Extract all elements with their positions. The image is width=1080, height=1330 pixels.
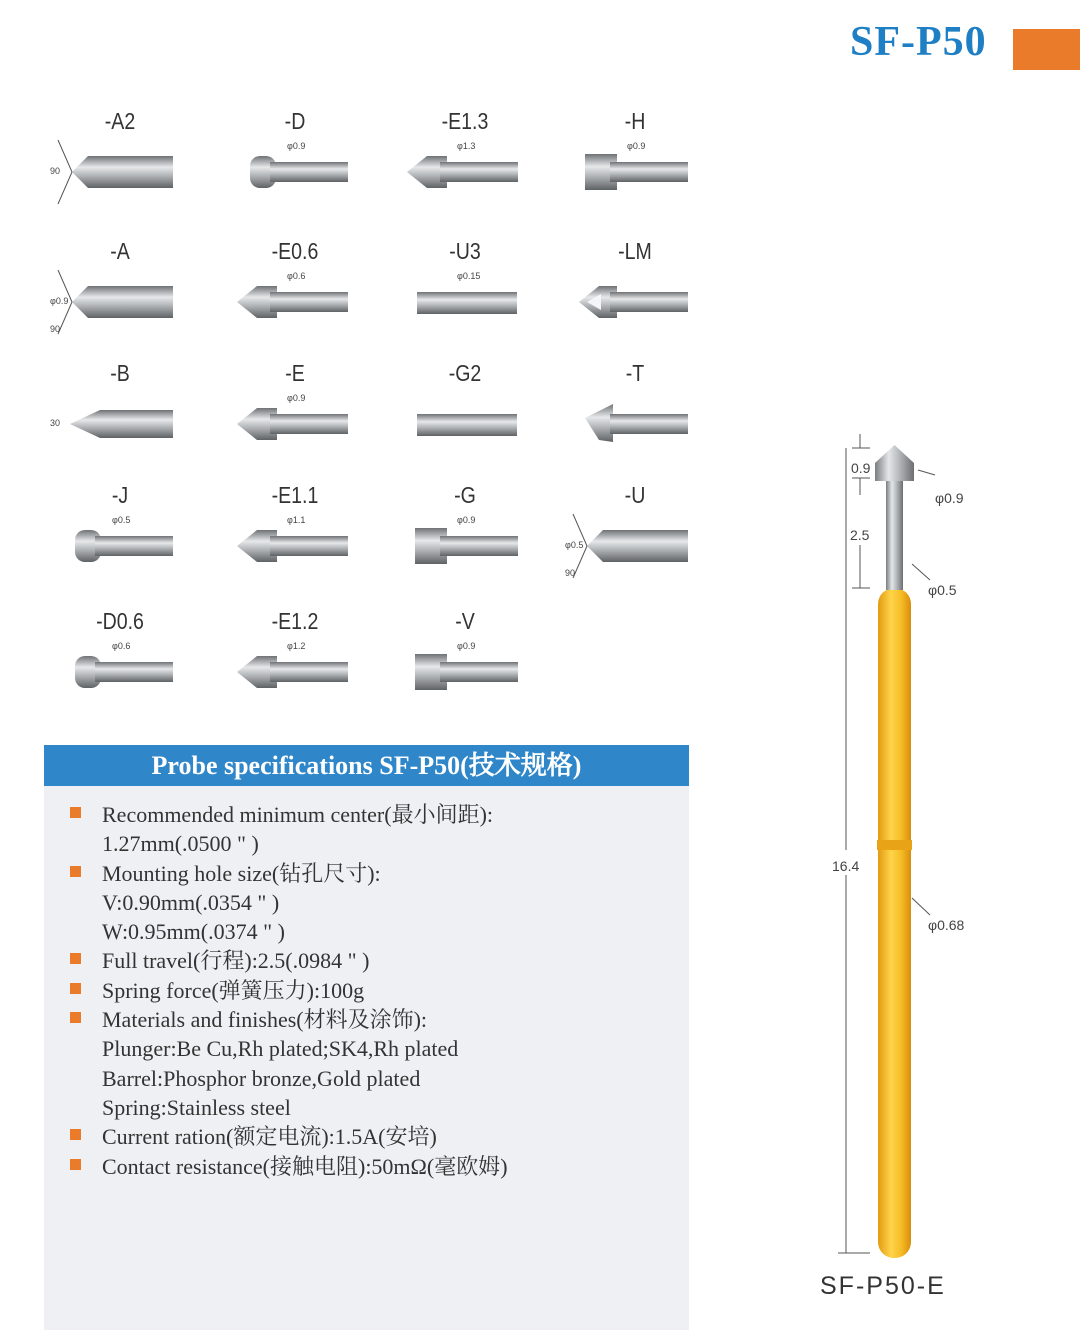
probe-drawing	[800, 420, 1080, 1270]
spec-line: Recommended minimum center(最小间距):	[102, 802, 494, 827]
tip-label: -H	[624, 108, 646, 134]
tip-shape	[50, 482, 190, 592]
tip-shape	[395, 238, 535, 348]
probe-plunger	[886, 475, 903, 590]
tip-lm	[565, 238, 705, 348]
tip-shape	[395, 608, 535, 718]
tip-shape	[395, 482, 535, 592]
tip-shape	[225, 482, 365, 592]
tip-e0-6	[225, 238, 365, 348]
tip-dimension: φ0.9	[287, 141, 306, 151]
tip-label: -T	[625, 360, 645, 386]
tip-u3	[395, 238, 535, 348]
tip-dimension: φ0.9	[627, 141, 646, 151]
tip-shape	[50, 608, 190, 718]
dim-barrel-diameter: φ0.68	[928, 917, 965, 933]
tip-t	[565, 360, 705, 470]
bullet-square-icon	[70, 1012, 81, 1023]
probe-caption: SF-P50-E	[820, 1272, 946, 1300]
bullet-square-icon	[70, 1129, 81, 1140]
spec-line: Current ration(额定电流):1.5A(安培)	[102, 1124, 437, 1150]
dim-tip-length: 0.9	[851, 460, 871, 476]
spec-item	[68, 1122, 678, 1151]
tip-dimension: 30	[50, 418, 61, 428]
spec-line: V:0.90mm(.0354 " )	[102, 889, 280, 915]
tip-e	[225, 360, 365, 470]
tip-dimension: φ0.5	[112, 515, 131, 525]
tip-dimension: φ1.2	[287, 641, 306, 651]
tip-dimension: φ0.9	[287, 393, 306, 403]
tip-label: -E1.3	[441, 108, 489, 134]
spec-line: Barrel:Phosphor bronze,Gold plated	[102, 1065, 421, 1091]
tip-shape	[395, 360, 535, 470]
tip-shape	[565, 238, 705, 348]
tip-e1-2	[225, 608, 365, 718]
probe-barrel-crimp	[877, 840, 912, 850]
tip-shape	[565, 360, 705, 470]
tip-label: -U3	[449, 238, 481, 264]
tip-shape	[50, 238, 190, 348]
tip-label: -A2	[104, 108, 136, 134]
bullet-square-icon	[70, 953, 81, 964]
tip-shape	[225, 608, 365, 718]
spec-line: Materials and finishes(材料及涂饰):	[102, 1007, 428, 1033]
tip-dimension: φ0.5	[565, 540, 584, 550]
dim-travel: 2.5	[850, 527, 870, 543]
dim-total-length: 16.4	[832, 858, 860, 874]
product-title: SF-P50	[850, 19, 987, 65]
bullet-square-icon	[70, 1159, 81, 1170]
spec-line: Full travel(行程):2.5(.0984 " )	[102, 948, 370, 974]
spec-line: Plunger:Be Cu,Rh plated;SK4,Rh plated	[102, 1036, 459, 1062]
tip-dimension: φ0.9	[457, 515, 476, 525]
tip-d	[225, 108, 365, 218]
tip-shape	[225, 360, 365, 470]
tip-dimension: φ1.3	[457, 141, 476, 151]
spec-item	[68, 859, 678, 947]
tip-shape	[50, 360, 190, 470]
bullet-square-icon	[70, 983, 81, 994]
tip-u	[565, 482, 705, 592]
tip-a	[50, 238, 190, 348]
tip-shape	[565, 482, 705, 592]
tip-label: -LM	[618, 238, 652, 264]
tip-label: -E1.1	[271, 482, 319, 508]
tip-shape	[225, 108, 365, 218]
tip-label: -B	[110, 360, 130, 386]
tip-label: -U	[624, 482, 646, 508]
tip-label: -E	[285, 360, 305, 386]
tip-j	[50, 482, 190, 592]
tip-dimension: 90	[50, 166, 61, 176]
tip-dimension: φ0.9	[50, 296, 69, 306]
tip-shape	[225, 238, 365, 348]
tip-label: -E1.2	[271, 608, 319, 634]
tip-e1-1	[225, 482, 365, 592]
probe-tip-collar	[875, 463, 914, 481]
tip-label: -E0.6	[271, 238, 319, 264]
probe-barrel	[878, 588, 911, 1258]
tip-dimension: φ0.6	[112, 641, 131, 651]
spec-line: W:0.95mm(.0374 " )	[102, 919, 285, 945]
spec-heading: Probe specifications SF-P50(技术规格)	[44, 745, 689, 786]
tip-b	[50, 360, 190, 470]
title-accent-bar	[1013, 29, 1080, 70]
tip-label: -G2	[448, 360, 482, 386]
dim-plunger-diameter: φ0.5	[928, 582, 957, 598]
tip-v	[395, 608, 535, 718]
tip-dimension: φ0.9	[457, 641, 476, 651]
spec-line: Contact resistance(接触电阻):50mΩ(毫欧姆)	[102, 1153, 508, 1179]
probe-tip-point	[875, 445, 914, 463]
tip-label: -D	[284, 108, 306, 134]
tip-label: -A	[110, 238, 130, 264]
tip-label: -V	[455, 608, 475, 634]
bullet-square-icon	[70, 807, 81, 818]
tip-label: -G	[454, 482, 476, 508]
spec-list	[68, 800, 678, 1181]
tip-dimension: φ0.15	[457, 271, 481, 281]
spec-line: Spring force(弹簧压力):100g	[102, 977, 365, 1003]
spec-line: 1.27mm(.0500 " )	[102, 831, 259, 857]
spec-item	[68, 1005, 678, 1122]
bullet-square-icon	[70, 866, 81, 877]
spec-line: Spring:Stainless steel	[102, 1094, 291, 1120]
tip-dimension: φ1.1	[287, 515, 306, 525]
spec-line: Mounting hole size(钻孔尺寸):	[102, 860, 381, 886]
tip-e1-3	[395, 108, 535, 218]
tip-angle-dimension: 90	[565, 568, 576, 578]
tip-angle-dimension: 90	[50, 324, 61, 334]
spec-item	[68, 946, 678, 975]
tip-h	[565, 108, 705, 218]
dim-tip-diameter: φ0.9	[935, 490, 964, 506]
tip-a2	[50, 108, 190, 218]
tip-shape	[565, 108, 705, 218]
spec-item	[68, 976, 678, 1005]
tip-label: -J	[111, 482, 129, 508]
tip-shape	[395, 108, 535, 218]
tip-g	[395, 482, 535, 592]
tip-shape	[50, 108, 190, 218]
tip-d0-6	[50, 608, 190, 718]
tip-label: -D0.6	[96, 608, 144, 634]
spec-item	[68, 800, 678, 859]
tip-dimension: φ0.6	[287, 271, 306, 281]
tip-g2	[395, 360, 535, 470]
spec-item	[68, 1152, 678, 1181]
